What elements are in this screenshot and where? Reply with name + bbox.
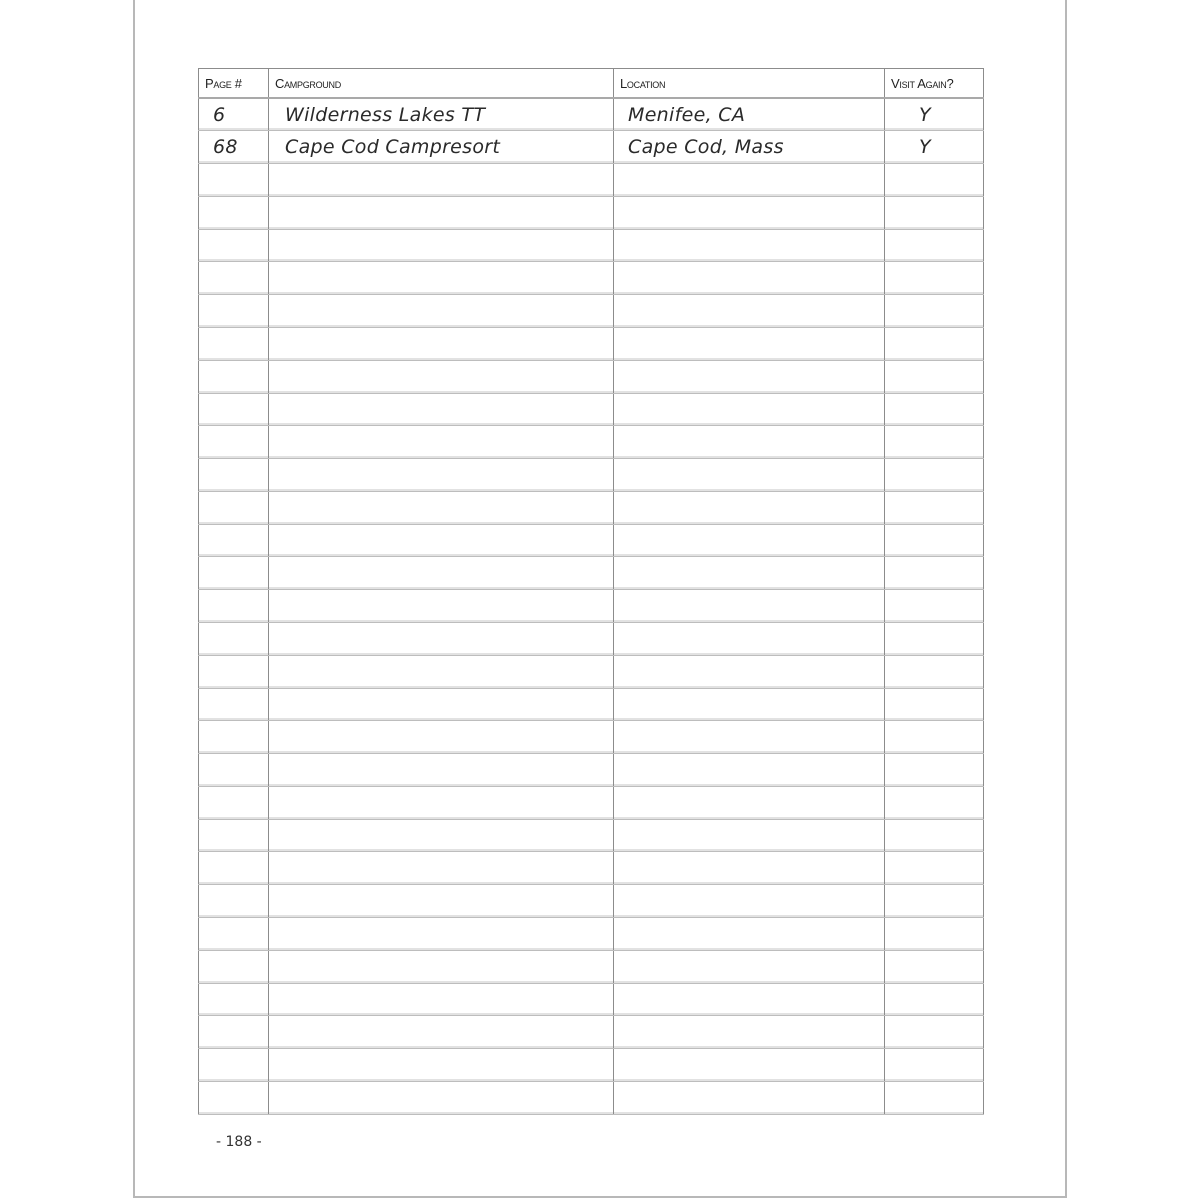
blank-page-cell [199,1016,269,1049]
blank-visit-cell [885,262,984,295]
blank-visit-cell [885,885,984,918]
blank-page-cell [199,852,269,885]
blank-row [199,819,984,852]
blank-visit-cell [885,852,984,885]
blank-visit-cell [885,557,984,590]
blank-row [199,524,984,557]
blank-location-cell [614,819,885,852]
blank-location-cell [614,229,885,262]
blank-visit-cell [885,983,984,1016]
blank-location-cell [614,327,885,360]
page-number: - 188 - [216,1134,262,1150]
blank-campground-cell [269,950,614,983]
blank-row [199,295,984,328]
blank-location-cell [614,164,885,197]
table-row [199,131,984,164]
blank-visit-cell [885,295,984,328]
blank-page-cell [199,786,269,819]
entry-campground: Cape Cod Campresort [269,131,614,164]
blank-campground-cell [269,459,614,492]
blank-visit-cell [885,491,984,524]
blank-page-cell [199,623,269,656]
blank-location-cell [614,1081,885,1114]
blank-page-cell [199,360,269,393]
blank-location-cell [614,590,885,623]
blank-location-cell [614,393,885,426]
blank-visit-cell [885,1081,984,1114]
blank-campground-cell [269,1081,614,1114]
blank-visit-cell [885,360,984,393]
header-visit-again: Visit Again? [885,69,984,99]
blank-campground-cell [269,393,614,426]
blank-location-cell [614,459,885,492]
blank-location-cell [614,885,885,918]
blank-page-cell [199,295,269,328]
header-row [199,69,984,99]
blank-visit-cell [885,623,984,656]
blank-visit-cell [885,164,984,197]
blank-page-cell [199,426,269,459]
entry-campground: Wilderness Lakes TT [269,98,614,131]
entry-location: Menifee, CA [614,98,885,131]
blank-visit-cell [885,459,984,492]
blank-visit-cell [885,426,984,459]
blank-campground-cell [269,557,614,590]
blank-page-cell [199,459,269,492]
blank-location-cell [614,688,885,721]
blank-row [199,491,984,524]
blank-campground-cell [269,360,614,393]
blank-campground-cell [269,655,614,688]
blank-row [199,623,984,656]
blank-campground-cell [269,590,614,623]
blank-location-cell [614,491,885,524]
blank-row [199,164,984,197]
blank-location-cell [614,655,885,688]
blank-row [199,688,984,721]
blank-location-cell [614,360,885,393]
blank-campground-cell [269,918,614,951]
blank-row [199,852,984,885]
blank-location-cell [614,524,885,557]
blank-campground-cell [269,983,614,1016]
blank-page-cell [199,1081,269,1114]
entry-visit-again: Y [885,98,984,131]
blank-location-cell [614,721,885,754]
blank-row [199,557,984,590]
blank-visit-cell [885,524,984,557]
blank-row [199,262,984,295]
blank-page-cell [199,688,269,721]
blank-visit-cell [885,229,984,262]
blank-row [199,426,984,459]
blank-location-cell [614,295,885,328]
blank-visit-cell [885,1049,984,1082]
blank-location-cell [614,754,885,787]
blank-location-cell [614,852,885,885]
blank-page-cell [199,721,269,754]
blank-row [199,1016,984,1049]
log-body [199,98,984,1115]
blank-row [199,1081,984,1114]
entry-page-number: 68 [199,131,269,164]
blank-row [199,327,984,360]
blank-campground-cell [269,623,614,656]
blank-page-cell [199,819,269,852]
blank-page-cell [199,754,269,787]
header-location: Location [614,69,885,99]
blank-page-cell [199,557,269,590]
blank-page-cell [199,164,269,197]
blank-campground-cell [269,754,614,787]
blank-page-cell [199,918,269,951]
blank-location-cell [614,196,885,229]
blank-location-cell [614,426,885,459]
blank-location-cell [614,950,885,983]
blank-page-cell [199,983,269,1016]
entry-page-number: 6 [199,98,269,131]
blank-campground-cell [269,721,614,754]
blank-visit-cell [885,950,984,983]
blank-page-cell [199,524,269,557]
blank-campground-cell [269,852,614,885]
blank-visit-cell [885,754,984,787]
blank-location-cell [614,262,885,295]
blank-page-cell [199,229,269,262]
blank-page-cell [199,655,269,688]
blank-campground-cell [269,164,614,197]
blank-row [199,983,984,1016]
blank-row [199,360,984,393]
blank-campground-cell [269,229,614,262]
blank-page-cell [199,950,269,983]
blank-row [199,229,984,262]
blank-page-cell [199,262,269,295]
blank-campground-cell [269,196,614,229]
blank-visit-cell [885,590,984,623]
blank-visit-cell [885,393,984,426]
blank-campground-cell [269,885,614,918]
blank-campground-cell [269,295,614,328]
blank-row [199,786,984,819]
blank-row [199,721,984,754]
blank-campground-cell [269,524,614,557]
blank-location-cell [614,918,885,951]
blank-campground-cell [269,819,614,852]
blank-row [199,655,984,688]
blank-campground-cell [269,327,614,360]
blank-visit-cell [885,918,984,951]
campground-log-table [198,68,984,1115]
blank-location-cell [614,786,885,819]
blank-location-cell [614,1049,885,1082]
blank-page-cell [199,491,269,524]
entry-location: Cape Cod, Mass [614,131,885,164]
blank-campground-cell [269,491,614,524]
header-page-number: Page # [199,69,269,99]
blank-page-cell [199,393,269,426]
table-row [199,98,984,131]
blank-campground-cell [269,1016,614,1049]
blank-visit-cell [885,721,984,754]
blank-location-cell [614,983,885,1016]
blank-visit-cell [885,655,984,688]
blank-row [199,918,984,951]
blank-campground-cell [269,426,614,459]
blank-page-cell [199,885,269,918]
blank-visit-cell [885,196,984,229]
blank-location-cell [614,623,885,656]
entry-visit-again: Y [885,131,984,164]
blank-campground-cell [269,786,614,819]
blank-campground-cell [269,688,614,721]
blank-visit-cell [885,688,984,721]
blank-row [199,1049,984,1082]
blank-row [199,459,984,492]
header-campground: Campground [269,69,614,99]
blank-location-cell [614,1016,885,1049]
blank-row [199,950,984,983]
blank-campground-cell [269,262,614,295]
blank-visit-cell [885,786,984,819]
blank-visit-cell [885,327,984,360]
blank-location-cell [614,557,885,590]
blank-row [199,590,984,623]
blank-row [199,393,984,426]
blank-campground-cell [269,1049,614,1082]
blank-row [199,885,984,918]
blank-page-cell [199,327,269,360]
blank-page-cell [199,196,269,229]
blank-visit-cell [885,819,984,852]
blank-row [199,754,984,787]
blank-page-cell [199,1049,269,1082]
blank-visit-cell [885,1016,984,1049]
blank-row [199,196,984,229]
blank-page-cell [199,590,269,623]
